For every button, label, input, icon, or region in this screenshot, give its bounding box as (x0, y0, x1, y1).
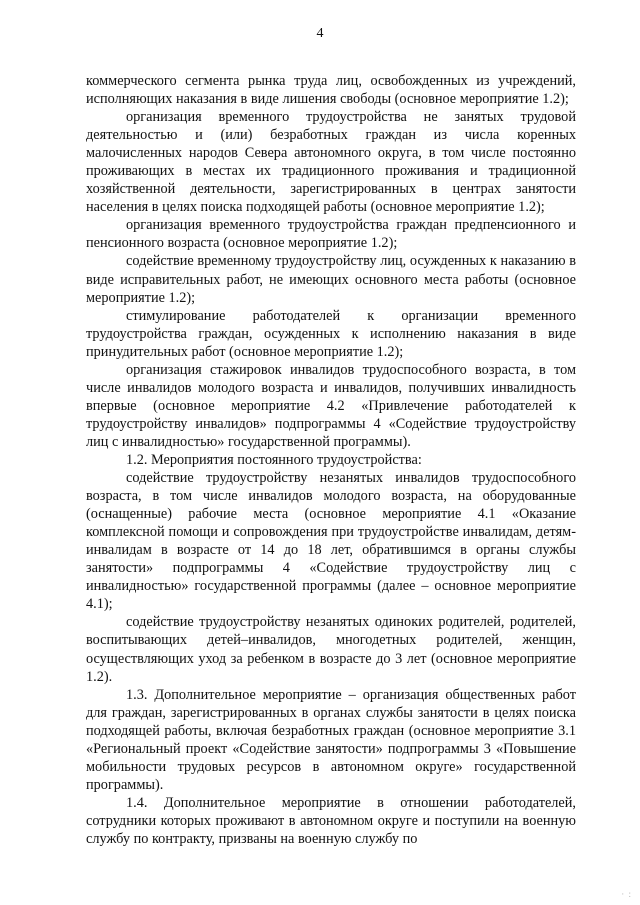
paragraph-temporary-employment-preretirement: организация временного трудоустройства граждан предпенсионного и пенсионного возраста (основное мероприятие 1.2); (86, 217, 576, 252)
section-heading-1-2: 1.2. Мероприятия постоянного трудоустройства: (126, 451, 422, 468)
scan-artifact: · : (621, 889, 632, 899)
paragraph-disabled-permanent-employment: содействие трудоустройству незанятых инвалидов трудоспособного возраста, в том числе инвалидов молодого возраста, на оборудованные (оснащенные) рабочие места (основное мероприятие 4.1 «Оказание комплексной помощи и сопровождения при трудоустройстве инвалидам, детям-инвалидам в возрасте от 14 до 18 лет, обратившимся в органы службы занятости» подпрограммы 4 «Содействие трудоустройству лиц с инвалидностью» государственной программы (далее – основное мероприятие 4.1); (86, 470, 576, 613)
page-body (86, 72, 576, 848)
paragraph-temporary-employment-indigenous: организация временного трудоустройства не занятых трудовой деятельностью и (или) безработных граждан из числа коренных малочисленных народов Севера автономного округа, в том числе постоянно проживающих в местах их традиционного проживания и традиционной хозяйственной деятельности, зарегистрированных в центрах занятости населения в целях поиска подходящей работы (основное мероприятие 1.2); (86, 109, 576, 216)
paragraph-continuation: коммерческого сегмента рынка труда лиц, освобожденных из учреждений, исполняющих наказания в виде лишения свободы (основное мероприятие 1.2); (86, 73, 576, 108)
paragraph-single-parents: содействие трудоустройству незанятых одиноких родителей, родителей, воспитывающих детей–инвалидов, многодетных родителей, женщин, осуществляющих уход за ребенком в возрасте до 3 лет (основное мероприятие 1.2). (86, 614, 576, 685)
page-number: 4 (316, 26, 324, 41)
section-1-3-public-works: 1.3. Дополнительное мероприятие – организация общественных работ для граждан, зарегистрированных в органах службы занятости в целях поиска подходящей работы, включая безработных граждан (основное мероприятие 3.1 «Региональный проект «Содействие занятости» подпрограммы 3 «Повышение мобильности трудовых ресурсов в автономном округе» государственной программы). (86, 686, 576, 793)
paragraph-correctional-work: содействие временному трудоустройству лиц, осужденных к наказанию в виде исправительных работ, не имеющих основного места работы (основное мероприятие 1.2); (86, 253, 576, 306)
paragraph-disabled-internships: организация стажировок инвалидов трудоспособного возраста, в том числе инвалидов молодого возраста и инвалидов, получивших инвалидность впервые (основное мероприятие 4.2 «Привлечение работодателей к трудоустройству инвалидов» подпрограммы 4 «Содействие трудоустройству лиц с инвалидностью» государственной программы). (86, 361, 576, 450)
section-1-4-military-employers: 1.4. Дополнительное мероприятие в отношении работодателей, сотрудники которых проживают в автономном округе и поступили на военную службу по контракту, призваны на военную службу по (86, 794, 576, 847)
paragraph-forced-labor: стимулирование работодателей к организации временного трудоустройства граждан, осужденных к исполнению наказания в виде принудительных работ (основное мероприятие 1.2); (86, 307, 576, 360)
